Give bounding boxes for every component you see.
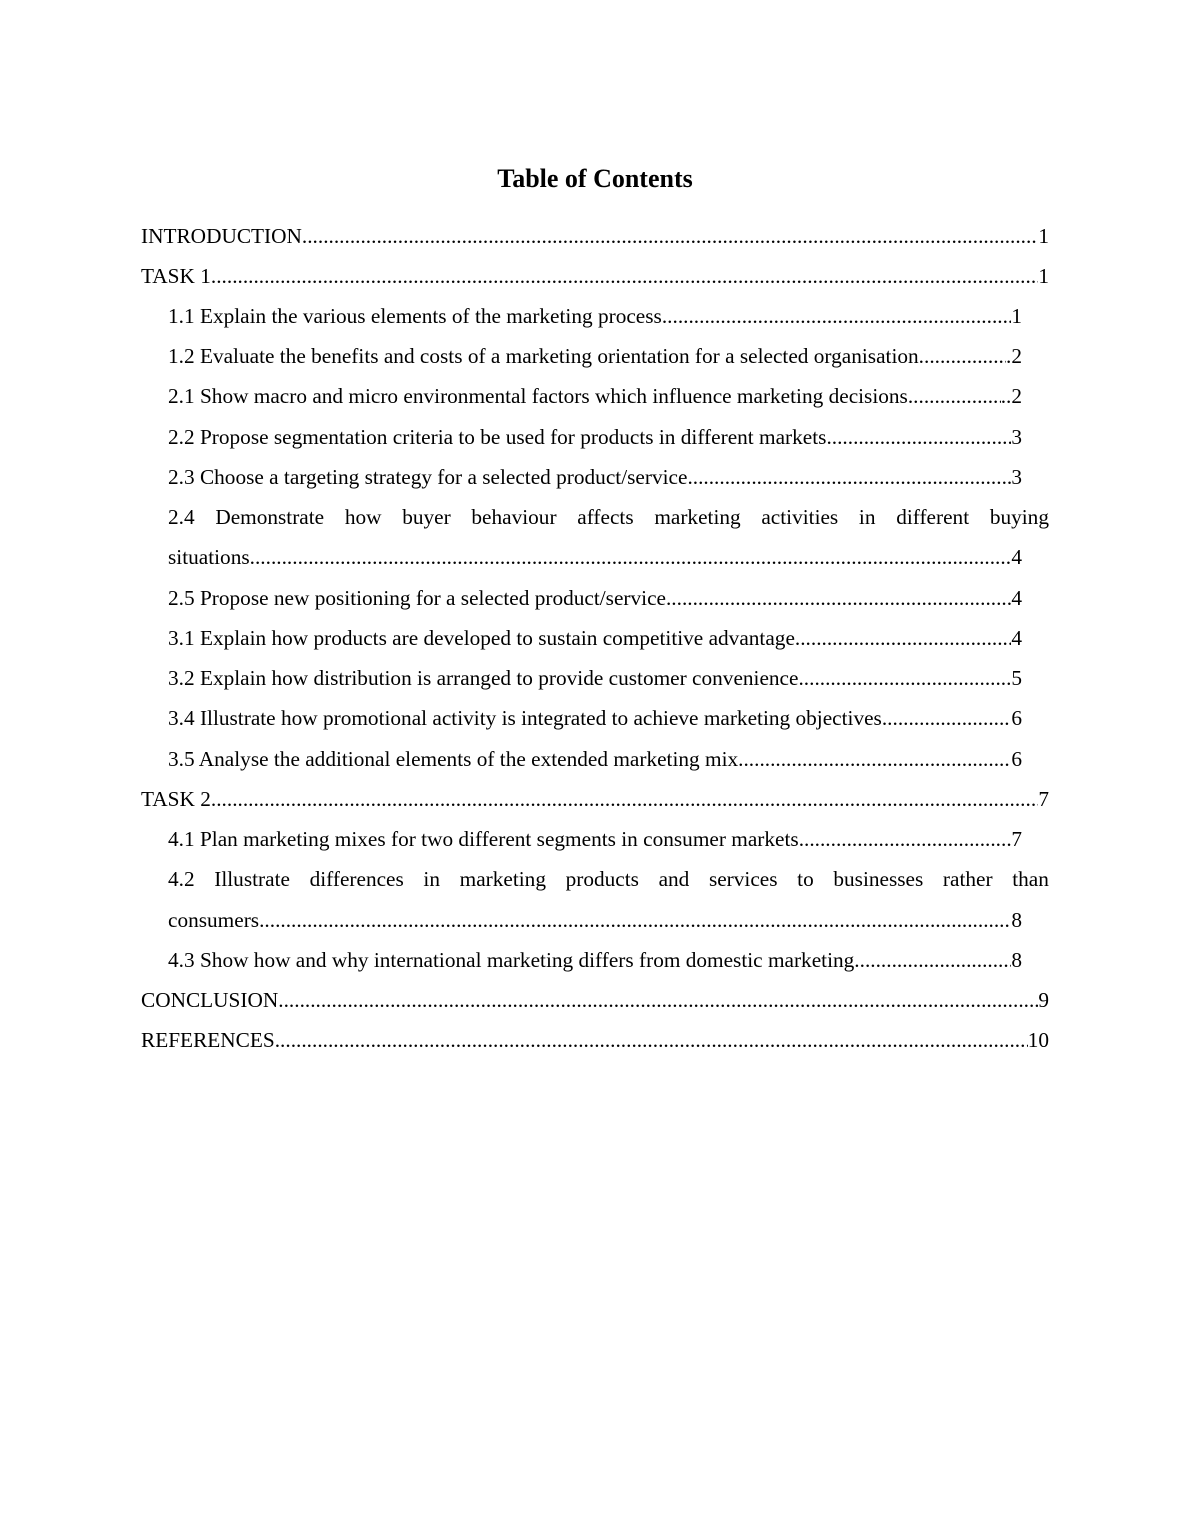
toc-entry-text: CONCLUSION <box>141 988 279 1012</box>
dot-leader <box>275 1026 1028 1054</box>
toc-word: buying <box>989 505 1049 529</box>
toc-entry-4-3[interactable] <box>168 946 1022 974</box>
toc-title: Table of Contents <box>497 164 693 193</box>
toc-entry-2-2[interactable] <box>168 423 1022 451</box>
toc-entry-text: 3.2 Explain how distribution is arranged to provide customer convenience <box>168 666 799 690</box>
dot-leader <box>826 423 1011 451</box>
dot-leader <box>799 825 1012 853</box>
toc-entry-introduction[interactable] <box>141 222 1049 250</box>
toc-entry-conclusion[interactable] <box>141 986 1049 1014</box>
toc-entry-text: 1.1 Explain the various elements of the marketing process <box>168 304 662 328</box>
toc-entry-1-2[interactable] <box>168 342 1022 370</box>
toc-word: affects <box>577 505 634 529</box>
toc-page-number: 4 <box>1011 586 1022 610</box>
dot-leader <box>919 382 1001 410</box>
dot-leader <box>687 463 1011 491</box>
toc-entry-3-2[interactable] <box>168 664 1022 692</box>
toc-word: businesses <box>833 867 924 891</box>
dot-leader <box>882 704 1012 732</box>
toc-word: buyer <box>402 505 451 529</box>
toc-page-number: .2 <box>1006 344 1022 368</box>
toc-page-number: 3 <box>1011 425 1022 449</box>
toc-entry-text: 2.3 Choose a targeting strategy for a selected product/service <box>168 465 688 489</box>
toc-word: products <box>565 867 639 891</box>
toc-page-number: 8 <box>1011 908 1022 932</box>
toc-entry-text <box>168 865 1049 893</box>
toc-entry-references[interactable] <box>141 1026 1049 1054</box>
toc-page-number: 3 <box>1011 465 1022 489</box>
toc-entry-text: 3.4 Illustrate how promotional activity is integrated to achieve marketing objectives <box>168 706 882 730</box>
toc-entry-2-5[interactable] <box>168 584 1022 612</box>
toc-page-number: 4 <box>1011 626 1022 650</box>
toc-word: activities <box>761 505 839 529</box>
toc-entry-text: consumers <box>168 908 260 932</box>
toc-entry-text: 2.1 Show macro and micro environmental factors which influence marketing decisions.. <box>168 384 919 408</box>
toc-word: different <box>896 505 970 529</box>
toc-entry-text: 3.1 Explain how products are developed to sustain competitive advantage <box>168 626 795 650</box>
toc-entry-text: TASK 1 <box>141 264 211 288</box>
toc-word: and <box>658 867 690 891</box>
toc-entry-4-1[interactable] <box>168 825 1022 853</box>
dot-leader <box>738 745 1011 773</box>
toc-entry-text: INTRODUCTION <box>141 224 302 248</box>
toc-word: in <box>858 505 876 529</box>
toc-entry-4-2-line1[interactable] <box>168 865 1049 893</box>
toc-entry-3-1[interactable] <box>168 624 1022 652</box>
toc-page-number: 7 <box>1011 827 1022 851</box>
toc-page-number: 4 <box>1011 545 1022 569</box>
toc-entry-2-4-line2[interactable] <box>168 543 1022 571</box>
toc-entry-text: 3.5 Analyse the additional elements of the extended marketing mix <box>168 747 739 771</box>
dot-leader <box>662 302 1012 330</box>
toc-entry-text: 4.1 Plan marketing mixes for two different segments in consumer markets <box>168 827 799 851</box>
toc-entry-text: situations <box>168 545 250 569</box>
toc-entry-1-1[interactable] <box>168 302 1022 330</box>
toc-page-number: 6 <box>1011 706 1022 730</box>
toc-entry-text <box>168 503 1049 531</box>
toc-word: in <box>423 867 440 891</box>
toc-page-number: 9 <box>1038 988 1049 1012</box>
toc-word: than <box>1012 867 1049 891</box>
toc-page-number: 8 <box>1011 948 1022 972</box>
toc-word: 2.4 <box>168 505 195 529</box>
toc-entry-3-4[interactable] <box>168 704 1022 732</box>
toc-word: how <box>344 505 382 529</box>
toc-page-number: 10 <box>1027 1028 1049 1052</box>
dot-leader <box>211 785 1038 813</box>
toc-word: marketing <box>654 505 741 529</box>
toc-entry-2-1[interactable] <box>168 382 1022 410</box>
dot-leader <box>259 906 1011 934</box>
toc-word: 4.2 <box>168 867 195 891</box>
toc-word: to <box>797 867 814 891</box>
toc-word: rather <box>942 867 993 891</box>
toc-entry-task-2[interactable] <box>141 785 1049 813</box>
toc-entry-text: TASK 2 <box>141 787 211 811</box>
toc-entry-2-3[interactable] <box>168 463 1022 491</box>
toc-entry-task-1[interactable] <box>141 262 1049 290</box>
toc-word: Illustrate <box>214 867 290 891</box>
toc-entry-4-2-line2[interactable] <box>168 906 1022 934</box>
toc-page-number: 1 <box>1038 224 1049 248</box>
dot-leader <box>278 986 1038 1014</box>
dot-leader <box>211 262 1038 290</box>
toc-entry-text: REFERENCES <box>141 1028 275 1052</box>
toc-page-number: 6 <box>1011 747 1022 771</box>
toc-word: services <box>708 867 778 891</box>
toc-entry-2-4-line1[interactable] <box>168 503 1049 531</box>
toc-entry-text: 2.2 Propose segmentation criteria to be used for products in different markets <box>168 425 827 449</box>
toc-page-number: ..2 <box>1000 384 1022 408</box>
toc-entry-3-5[interactable] <box>168 745 1022 773</box>
dot-leader <box>302 222 1038 250</box>
toc-entry-text: 4.3 Show how and why international marketing differs from domestic marketing <box>168 948 855 972</box>
toc-page-number: 7 <box>1038 787 1049 811</box>
toc-word: behaviour <box>471 505 557 529</box>
toc-entry-text: 2.5 Propose new positioning for a selected product/service <box>168 586 666 610</box>
dot-leader <box>929 342 1006 370</box>
toc-entry-text: 1.2 Evaluate the benefits and costs of a marketing orientation for a selected organisation.. <box>168 344 930 368</box>
toc-word: marketing <box>459 867 546 891</box>
dot-leader <box>854 946 1011 974</box>
toc-page-number: 1 <box>1038 264 1049 288</box>
dot-leader <box>666 584 1011 612</box>
dot-leader <box>795 624 1011 652</box>
toc-page-number: 1 <box>1011 304 1022 328</box>
toc-word: differences <box>309 867 404 891</box>
toc-page-number: 5 <box>1011 666 1022 690</box>
toc-word: Demonstrate <box>215 505 325 529</box>
dot-leader <box>798 664 1011 692</box>
dot-leader <box>250 543 1012 571</box>
